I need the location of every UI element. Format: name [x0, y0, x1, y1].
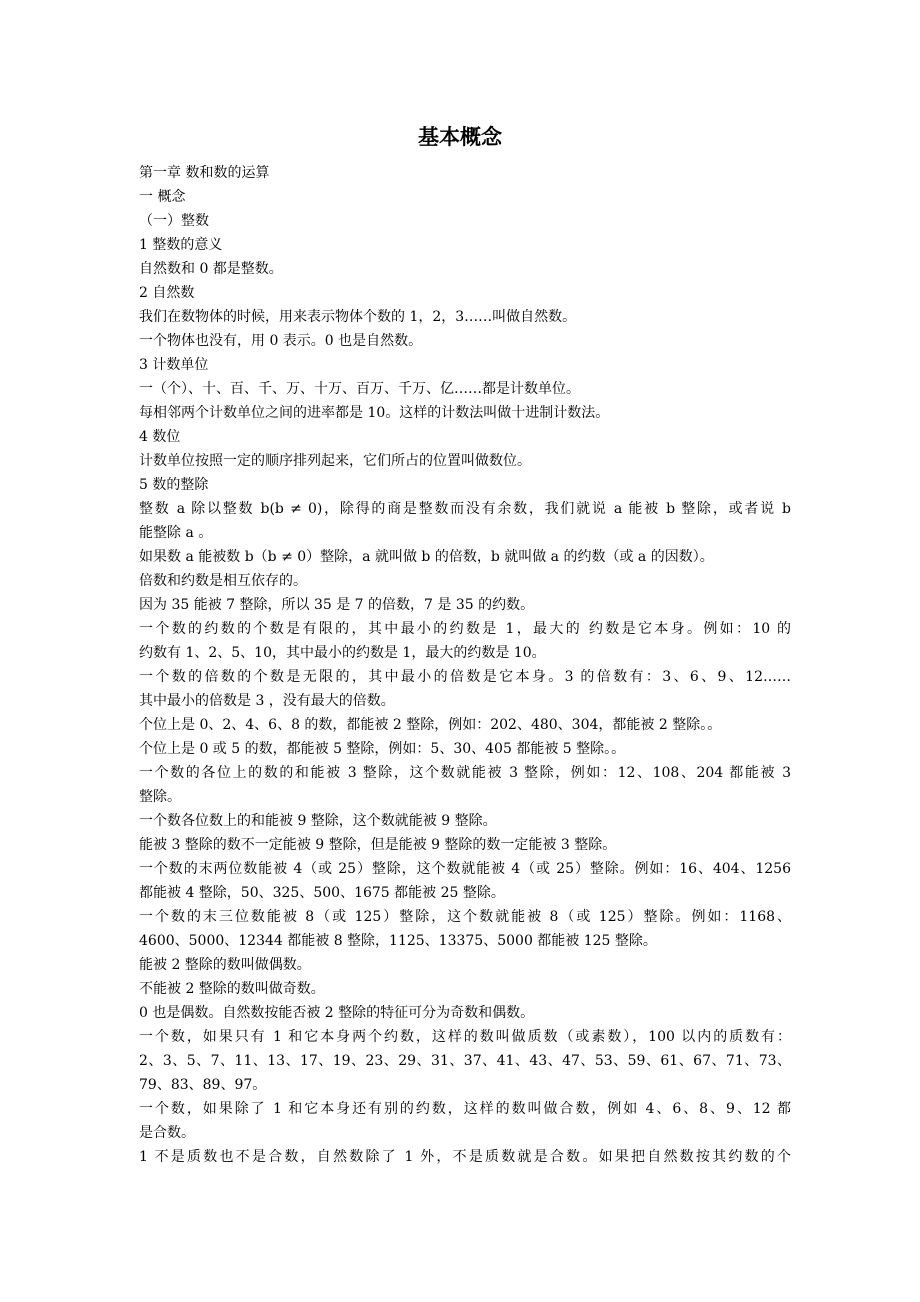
text-line: 一个数的各位上的数的和能被 3 整除，这个数就能被 3 整除，例如：12、108、204 都能被 3 [139, 765, 791, 781]
item-heading: 2 自然数 [139, 285, 195, 301]
text-line: 能被 2 整除的数叫做偶数。 [139, 957, 311, 973]
text-line: 一（个）、十、百、千、万、十万、百万、千万、亿……都是计数单位。 [139, 381, 580, 397]
text-line: 一个数，如果除了 1 和它本身还有别的约数，这样的数叫做合数，例如 4、6、8、9、12 都 [139, 1101, 791, 1117]
document-body [139, 161, 791, 1169]
text-line: 一个数，如果只有 1 和它本身两个约数，这样的数叫做质数（或素数），100 以内的质数有： [139, 1029, 791, 1045]
text-line: 79、83、89、97。 [139, 1077, 267, 1093]
text-line: 不能被 2 整除的数叫做奇数。 [139, 981, 325, 997]
section-heading: 一 概念 [139, 189, 186, 205]
text-line: 倍数和约数是相互依存的。 [139, 573, 307, 589]
text-line: 2、3、5、7、11、13、17、19、23、29、31、37、41、43、47、53、59、61、67、71、73、 [139, 1053, 791, 1069]
text-line: 一个数的末两位数能被 4（或 25）整除，这个数就能被 4（或 25）整除。例如：16、404、1256 [139, 861, 791, 877]
text-line: 能整除 a 。 [139, 525, 213, 541]
text-line: 个位上是 0 或 5 的数，都能被 5 整除，例如：5、30、405 都能被 5 整除。。 [139, 741, 626, 757]
text-line: 一个数的末三位数能被 8（或 125）整除，这个数就能被 8（或 125）整除。例如：1168、 [139, 909, 791, 925]
text-line: 能被 3 整除的数不一定能被 9 整除，但是能被 9 整除的数一定能被 3 整除。 [139, 837, 617, 853]
text-line: 因为 35 能被 7 整除，所以 35 是 7 的倍数，7 是 35 的约数。 [139, 597, 535, 613]
text-line: 约数有 1、2、5、10，其中最小的约数是 1，最大的约数是 10。 [139, 645, 546, 661]
text-line: 都能被 4 整除，50、325、500、1675 都能被 25 整除。 [139, 885, 505, 901]
text-line: 整除。 [139, 789, 181, 805]
item-heading: 3 计数单位 [139, 357, 209, 373]
text-line: 整数 a 除以整数 b(b ≠ 0)，除得的商是整数而没有余数，我们就说 a 能被 b 整除，或者说 b [139, 501, 791, 517]
text-line: 是合数。 [139, 1125, 195, 1141]
text-line: 一个物体也没有，用 0 表示。0 也是自然数。 [139, 333, 423, 349]
text-line: 计数单位按照一定的顺序排列起来，它们所占的位置叫做数位。 [139, 453, 531, 469]
text-line: 每相邻两个计数单位之间的进率都是 10。这样的计数法叫做十进制计数法。 [139, 405, 610, 421]
item-heading: 5 数的整除 [139, 477, 209, 493]
text-line: 一个数的倍数的个数是无限的，其中最小的倍数是它本身。3 的倍数有：3、6、9、12…… [139, 669, 791, 685]
text-line: 1 不是质数也不是合数，自然数除了 1 外，不是质数就是合数。如果把自然数按其约数的个 [139, 1149, 791, 1165]
text-line: 一个数的约数的个数是有限的，其中最小的约数是 1，最大的 约数是它本身。例如：10 的 [139, 621, 791, 637]
text-line: 4600、5000、12344 都能被 8 整除，1125、13375、5000 都能被 125 整除。 [139, 933, 657, 949]
item-heading: 4 数位 [139, 429, 181, 445]
text-line: 如果数 a 能被数 b（b ≠ 0）整除，a 就叫做 b 的倍数，b 就叫做 a 的约数（或 a 的因数）。 [139, 549, 714, 565]
text-line: 个位上是 0、2、4、6、8 的数，都能被 2 整除，例如：202、480、304，都能被 2 整除。。 [139, 717, 722, 733]
subsection-heading: （一）整数 [139, 213, 209, 229]
text-line: 自然数和 0 都是整数。 [139, 261, 283, 277]
chapter-heading: 第一章 数和数的运算 [139, 165, 270, 181]
item-heading: 1 整数的意义 [139, 237, 223, 253]
text-line: 我们在数物体的时候，用来表示物体个数的 1，2，3……叫做自然数。 [139, 309, 577, 325]
text-line: 其中最小的倍数是 3 ，没有最大的倍数。 [139, 693, 395, 709]
page-title: 基本概念 [418, 125, 502, 149]
text-line: 0 也是偶数。自然数按能否被 2 整除的特征可分为奇数和偶数。 [139, 1005, 535, 1021]
text-line: 一个数各位数上的和能被 9 整除，这个数就能被 9 整除。 [139, 813, 497, 829]
